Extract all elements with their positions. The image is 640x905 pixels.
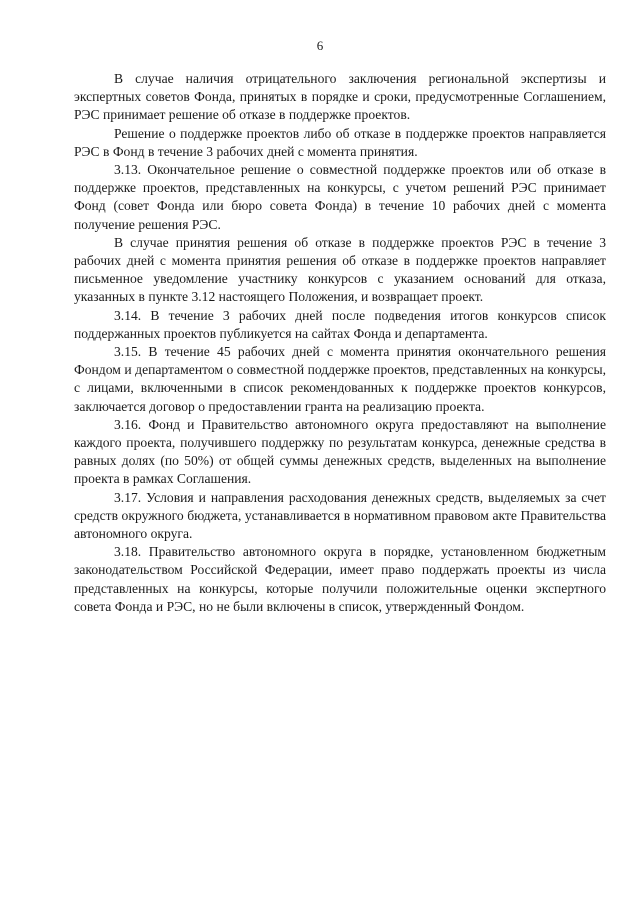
paragraph-3-17: 3.17. Условия и направления расходования денежных средств, выделяемых за счет средств окружного бюджета, устанавливается в нормативном правовом акте Правительства автономного округа. <box>74 489 606 542</box>
paragraph-negative-conclusion: В случае наличия отрицательного заключения региональной экспертизы и экспертных советов Фонда, принятых в порядке и сроки, предусмотренные Соглашением, РЭС принимает решение об отказе в поддержке проектов. <box>74 71 606 123</box>
paragraph-3-14: 3.14. В течение 3 рабочих дней после подведения итогов конкурсов список поддержанных проектов публикуется на сайтах Фонда и департамента. <box>74 307 606 341</box>
paragraph-decision-submission: Решение о поддержке проектов либо об отказе в поддержке проектов направляется РЭС в Фонд в течение 3 рабочих дней с момента принятия. <box>74 125 606 159</box>
document-body <box>74 70 606 616</box>
page-number: 6 <box>316 38 324 53</box>
paragraph-refusal-notice: В случае принятия решения об отказе в поддержке проектов РЭС в течение 3 рабочих дней с момента принятия решения об отказе в поддержке проектов направляет письменное уведомление участнику конкурсов с указанием оснований для отказа, указанных в пункте 3.12 настоящего Положения, и возвращает проект. <box>74 234 606 305</box>
paragraph-3-15: 3.15. В течение 45 рабочих дней с момента принятия окончательного решения Фондом и департаментом о совместной поддержке проектов, представленных на конкурсы, с лицами, включенными в список рекомендованных к поддержке проектов конкурсов, заключается договор о предоставлении гранта на реализацию проекта. <box>74 344 606 414</box>
paragraph-3-13: 3.13. Окончательное решение о совместной поддержке проектов или об отказе в поддержке проектов, представленных на конкурсы, с учетом решений РЭС принимает Фонд (совет Фонда или бюро совета Фонда) в течение 10 рабочих дней с момента получение решения РЭС. <box>74 162 606 232</box>
paragraph-3-16: 3.16. Фонд и Правительство автономного округа предоставляют на выполнение каждого проекта, получившего поддержку по результатам конкурса, денежные средства в равных долях (по 50%) от общей суммы денежных средств, выделенных на выполнение проекта в рамках Соглашения. <box>74 416 606 487</box>
paragraph-3-18: 3.18. Правительство автономного округа в порядке, установленном бюджетным законодательством Российской Федерации, имеет право поддержать проекты из числа представленных на конкурсы, которые получили положительные оценки экспертного совета Фонда и РЭС, но не были включены в список, утвержденный Фондом. <box>74 544 606 614</box>
